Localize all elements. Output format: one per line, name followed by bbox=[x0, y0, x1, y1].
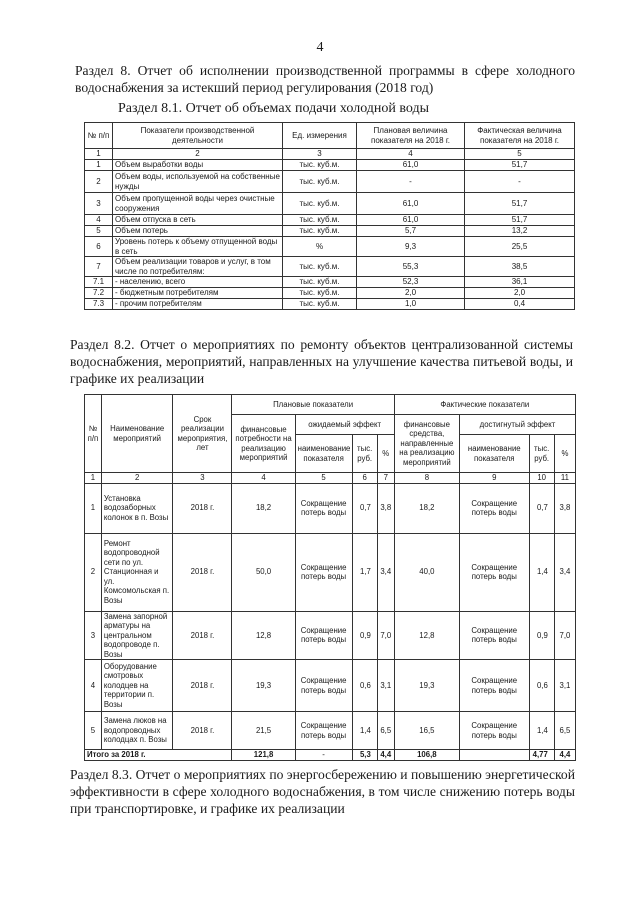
table-cell: Сокращение потерь воды bbox=[460, 712, 530, 750]
table-cell: 12,8 bbox=[232, 611, 295, 660]
table-cell: 51,7 bbox=[465, 193, 575, 215]
table-cell: 61,0 bbox=[357, 215, 465, 226]
table-cell: 40,0 bbox=[394, 533, 459, 611]
header-cell: % bbox=[377, 435, 394, 473]
header-cell: № п/п bbox=[85, 395, 102, 473]
header-cell: наименование показателя bbox=[460, 435, 530, 473]
table-cell: Объем отпуска в сеть bbox=[113, 215, 283, 226]
table-cell: - бюджетным потребителям bbox=[113, 288, 283, 299]
table-cell: Сокращение потерь воды bbox=[295, 611, 352, 660]
table-cell: 2,0 bbox=[465, 288, 575, 299]
header-cell: ожидаемый эффект bbox=[295, 415, 394, 435]
table-cell: Сокращение потерь воды bbox=[460, 533, 530, 611]
table-cell: 0,7 bbox=[352, 483, 377, 533]
column-number: 5 bbox=[295, 473, 352, 484]
table-cell: 38,5 bbox=[465, 257, 575, 277]
table-cell: 3,4 bbox=[377, 533, 394, 611]
table-cell: 1 bbox=[85, 160, 113, 171]
table-cell: Замена люков на водопроводных колодцах п. Возы bbox=[101, 712, 173, 750]
table-cell: 2018 г. bbox=[173, 483, 232, 533]
table-cell: 6,5 bbox=[377, 712, 394, 750]
table-cell: тыс. куб.м. bbox=[283, 171, 357, 193]
header-cell: Фактическая величина показателя на 2018 г. bbox=[465, 123, 575, 149]
table-cell: Сокращение потерь воды bbox=[460, 483, 530, 533]
header-cell: Плановые показатели bbox=[232, 395, 394, 415]
table-cell: 3,1 bbox=[377, 660, 394, 712]
column-number: 7 bbox=[377, 473, 394, 484]
table-header-row bbox=[85, 395, 576, 415]
table-cell: 4 bbox=[85, 215, 113, 226]
header-cell: Срок реализации мероприятия, лет bbox=[173, 395, 232, 473]
table-row bbox=[85, 237, 575, 257]
table-cell: 0,9 bbox=[352, 611, 377, 660]
table-row bbox=[85, 483, 576, 533]
table-row bbox=[85, 257, 575, 277]
table-cell: 0,4 bbox=[465, 299, 575, 310]
section-8-1-heading: Раздел 8.1. Отчет об объемах подачи холодной воды bbox=[118, 101, 430, 116]
table-cell: 7.3 bbox=[85, 299, 113, 310]
table-cell: 3,4 bbox=[554, 533, 575, 611]
table-cell: Сокращение потерь воды bbox=[295, 533, 352, 611]
header-cell: достигнутый эффект bbox=[460, 415, 576, 435]
table-cell: 18,2 bbox=[394, 483, 459, 533]
table-row bbox=[85, 277, 575, 288]
table-cell: Ремонт водопроводной сети по ул. Станционная и ул. Комсомольская п. Возы bbox=[101, 533, 173, 611]
header-cell: финансовые потребности на реализацию мероприятий bbox=[232, 415, 295, 473]
table-cell: 0,7 bbox=[529, 483, 554, 533]
section-8-heading: Раздел 8. Отчет об исполнении производственной программы в сфере холодного водоснабжения за истекший период регулирования (2018 год) bbox=[75, 63, 575, 95]
table-cell: 3,1 bbox=[554, 660, 575, 712]
header-cell: % bbox=[554, 435, 575, 473]
table-cell: % bbox=[283, 237, 357, 257]
repair-measures-table bbox=[84, 394, 576, 761]
header-cell: Фактические показатели bbox=[394, 395, 575, 415]
table-cell: 6 bbox=[85, 237, 113, 257]
table-row bbox=[85, 611, 576, 660]
table-cell: 3 bbox=[85, 611, 102, 660]
header-cell: № п/п bbox=[85, 123, 113, 149]
table-cell: 7,0 bbox=[554, 611, 575, 660]
column-number: 9 bbox=[460, 473, 530, 484]
table-cell: 13,2 bbox=[465, 226, 575, 237]
column-number: 8 bbox=[394, 473, 459, 484]
total-row bbox=[85, 750, 576, 761]
table-cell: - bbox=[357, 171, 465, 193]
table-row bbox=[85, 193, 575, 215]
total-cell: - bbox=[295, 750, 352, 761]
total-cell: 4,4 bbox=[554, 750, 575, 761]
table-cell: 3 bbox=[85, 193, 113, 215]
header-cell: тыс. руб. bbox=[529, 435, 554, 473]
header-cell: Показатели производственной деятельности bbox=[113, 123, 283, 149]
table-cell: 36,1 bbox=[465, 277, 575, 288]
table-row bbox=[85, 160, 575, 171]
table-cell: 7.1 bbox=[85, 277, 113, 288]
section-8-3-heading: Раздел 8.3. Отчет о мероприятиях по энергосбережению и повышению энергетической эффективности в сфере холодного водоснабжения, в том числе снижению потерь воды при транспортировке, и графике их реализации bbox=[70, 767, 575, 816]
table-cell: 12,8 bbox=[394, 611, 459, 660]
table-cell: 2018 г. bbox=[173, 660, 232, 712]
table-cell: 16,5 bbox=[394, 712, 459, 750]
table-cell: 9,3 bbox=[357, 237, 465, 257]
table-cell: - населению, всего bbox=[113, 277, 283, 288]
header-cell: Плановая величина показателя на 2018 г. bbox=[357, 123, 465, 149]
table-cell: Сокращение потерь воды bbox=[295, 712, 352, 750]
table-cell: 19,3 bbox=[394, 660, 459, 712]
column-number: 5 bbox=[465, 149, 575, 160]
table-cell: 2 bbox=[85, 171, 113, 193]
table-cell: 21,5 bbox=[232, 712, 295, 750]
table-cell: 1,4 bbox=[529, 533, 554, 611]
table-cell: Сокращение потерь воды bbox=[460, 611, 530, 660]
table-cell: 1,4 bbox=[352, 712, 377, 750]
water-supply-volume-table bbox=[84, 122, 575, 310]
table-cell: 1 bbox=[85, 483, 102, 533]
table-cell: 1,4 bbox=[529, 712, 554, 750]
table-cell: 3,8 bbox=[377, 483, 394, 533]
table-cell: 6,5 bbox=[554, 712, 575, 750]
column-numbering-row bbox=[85, 473, 576, 484]
header-cell: наименование показателя bbox=[295, 435, 352, 473]
table-cell: Сокращение потерь воды bbox=[460, 660, 530, 712]
column-number: 4 bbox=[357, 149, 465, 160]
table-cell: Объем выработки воды bbox=[113, 160, 283, 171]
table-cell: 52,3 bbox=[357, 277, 465, 288]
table-row bbox=[85, 171, 575, 193]
table-cell: Уровень потерь к объему отпущенной воды в сеть bbox=[113, 237, 283, 257]
table-cell: 51,7 bbox=[465, 160, 575, 171]
table-cell: Оборудование смотровых колодцев на территории п. Возы bbox=[101, 660, 173, 712]
table-cell: Объем реализации товаров и услуг, в том числе по потребителям: bbox=[113, 257, 283, 277]
table-cell: 5,7 bbox=[357, 226, 465, 237]
table-cell: - прочим потребителям bbox=[113, 299, 283, 310]
column-number: 1 bbox=[85, 149, 113, 160]
table-cell: Сокращение потерь воды bbox=[295, 483, 352, 533]
column-number: 6 bbox=[352, 473, 377, 484]
table-row bbox=[85, 226, 575, 237]
table-cell: тыс. куб.м. bbox=[283, 226, 357, 237]
total-cell: 4,77 bbox=[529, 750, 554, 761]
table-cell: Объем потерь bbox=[113, 226, 283, 237]
total-label: Итого за 2018 г. bbox=[85, 750, 232, 761]
table-cell: 2 bbox=[85, 533, 102, 611]
table-cell: 7 bbox=[85, 257, 113, 277]
table-cell: 5 bbox=[85, 712, 102, 750]
table-cell: Установка водозаборных колонок в п. Возы bbox=[101, 483, 173, 533]
table-cell: 2,0 bbox=[357, 288, 465, 299]
table-cell: тыс. куб.м. bbox=[283, 277, 357, 288]
column-number: 4 bbox=[232, 473, 295, 484]
column-number: 10 bbox=[529, 473, 554, 484]
total-cell: 121,8 bbox=[232, 750, 295, 761]
total-cell: 106,8 bbox=[394, 750, 459, 761]
table-cell: - bbox=[465, 171, 575, 193]
header-cell: тыс. руб. bbox=[352, 435, 377, 473]
table-cell: 61,0 bbox=[357, 160, 465, 171]
header-cell: финансовые средства, направленные на реализацию мероприятий bbox=[394, 415, 459, 473]
table-row bbox=[85, 712, 576, 750]
column-number: 2 bbox=[101, 473, 173, 484]
table-cell: тыс. куб.м. bbox=[283, 215, 357, 226]
table-cell: 25,5 bbox=[465, 237, 575, 257]
table-row bbox=[85, 288, 575, 299]
table-cell: 0,6 bbox=[529, 660, 554, 712]
column-number: 3 bbox=[173, 473, 232, 484]
page-number: 4 bbox=[316, 40, 324, 55]
table-cell: 19,3 bbox=[232, 660, 295, 712]
total-cell: 4,4 bbox=[377, 750, 394, 761]
table-row bbox=[85, 533, 576, 611]
table-cell: 7,0 bbox=[377, 611, 394, 660]
table-cell: 0,6 bbox=[352, 660, 377, 712]
section-8-2-heading: Раздел 8.2. Отчет о мероприятиях по ремонту объектов централизованной системы водоснабжения, мероприятий, направленных на улучшение качества питьевой воды, и графике их реализации bbox=[70, 337, 573, 386]
table-cell: 61,0 bbox=[357, 193, 465, 215]
table-cell: 18,2 bbox=[232, 483, 295, 533]
table-cell: 3,8 bbox=[554, 483, 575, 533]
column-number: 3 bbox=[283, 149, 357, 160]
table-cell: 2018 г. bbox=[173, 712, 232, 750]
table-cell: 4 bbox=[85, 660, 102, 712]
table-cell: Сокращение потерь воды bbox=[295, 660, 352, 712]
table-row bbox=[85, 299, 575, 310]
table-header-row bbox=[85, 123, 575, 149]
table-cell: тыс. куб.м. bbox=[283, 299, 357, 310]
table-cell: 2018 г. bbox=[173, 611, 232, 660]
header-cell: Ед. измерения bbox=[283, 123, 357, 149]
column-number: 11 bbox=[554, 473, 575, 484]
table-row bbox=[85, 660, 576, 712]
column-number: 1 bbox=[85, 473, 102, 484]
table-cell: 2018 г. bbox=[173, 533, 232, 611]
total-cell bbox=[460, 750, 530, 761]
table-cell: 50,0 bbox=[232, 533, 295, 611]
table-cell: 1,7 bbox=[352, 533, 377, 611]
table-cell: Объем воды, используемой на собственные нужды bbox=[113, 171, 283, 193]
table-row bbox=[85, 215, 575, 226]
table-cell: тыс. куб.м. bbox=[283, 257, 357, 277]
table-cell: тыс. куб.м. bbox=[283, 288, 357, 299]
table-cell: 0,9 bbox=[529, 611, 554, 660]
table-cell: 51,7 bbox=[465, 215, 575, 226]
column-number: 2 bbox=[113, 149, 283, 160]
table-cell: тыс. куб.м. bbox=[283, 193, 357, 215]
table-cell: 1,0 bbox=[357, 299, 465, 310]
column-numbering-row bbox=[85, 149, 575, 160]
table-cell: 55,3 bbox=[357, 257, 465, 277]
header-cell: Наименование мероприятий bbox=[101, 395, 173, 473]
total-cell: 5,3 bbox=[352, 750, 377, 761]
table-cell: Объем пропущенной воды через очистные сооружения bbox=[113, 193, 283, 215]
table-cell: тыс. куб.м. bbox=[283, 160, 357, 171]
table-cell: 7.2 bbox=[85, 288, 113, 299]
table-cell: 5 bbox=[85, 226, 113, 237]
table-cell: Замена запорной арматуры на центральном водопроводе п. Возы bbox=[101, 611, 173, 660]
